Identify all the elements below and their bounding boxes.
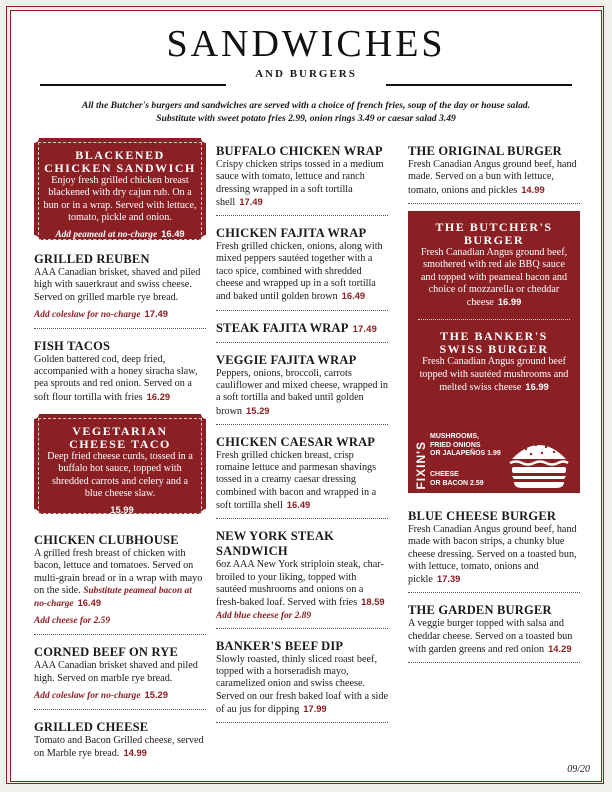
- item-name: BANKER'S BEEF DIP: [216, 638, 344, 653]
- item-name: CHICKEN CLUBHOUSE: [34, 533, 179, 547]
- fixins-line: CHEESE: [430, 471, 459, 478]
- item-name-text: STEAK FAJITA WRAP: [216, 320, 349, 335]
- item-description: [418, 247, 570, 309]
- menu-item: [34, 252, 206, 329]
- menu-item: [216, 529, 388, 628]
- item-note: Add blue cheese for 2.89: [216, 610, 312, 621]
- intro-line-2: Substitute with sweet potato fries 2.99, onion rings 3.49 or caesar salad 3.49: [156, 112, 456, 124]
- item-note: Substitute peameal bacon at no-charge: [34, 585, 192, 610]
- dotted-divider: [216, 310, 388, 311]
- fixins-line: OR BACON 2.59: [430, 479, 484, 487]
- item-name: CHICKEN CAESAR WRAP: [216, 434, 376, 449]
- intro-text: [30, 100, 582, 125]
- fixins-line: OR JALAPEÑOS 1.99: [430, 450, 501, 457]
- rule-right: [386, 84, 572, 86]
- item-description: [34, 735, 206, 761]
- item-price: 16.49: [161, 228, 185, 240]
- bankers-swiss-burger: [408, 320, 580, 394]
- item-price: 15.99: [110, 504, 134, 516]
- desc-text: Fresh Canadian Angus ground beef, hand made with bacon strips, a chunky blue cheese dressing. Served on a toasted bun, with lettuce, tomato, onions and pickle: [408, 524, 577, 586]
- menu-item: [408, 603, 580, 663]
- signature-burgers-box: [408, 211, 580, 493]
- desc-text: A grilled fresh breast of chicken with bacon, lettuce and tomatoes. Served on multi-grain bread or in a wrap with mayo on the side.: [34, 548, 203, 596]
- item-description: Enjoy fresh grilled chicken breast blackened with dry cajun rub. On a bun or in a wrap. Served with lettuce, tomato, pickle and onion.: [43, 175, 197, 223]
- item-name: BUFFALO CHICKEN WRAP: [216, 144, 383, 158]
- item-description: [216, 241, 388, 303]
- menu-item: [34, 645, 206, 710]
- fixins-options-1: [430, 433, 512, 459]
- dotted-divider: [408, 592, 580, 593]
- desc-text: A veggie burger topped with salsa and cheddar cheese. Served on a toasted bun with garden greens and red onion: [408, 618, 573, 656]
- item-description: [34, 354, 206, 404]
- desc-text: Fresh grilled chicken, onions, along with mixed peppers sautéed together with a taco spice, combined with shredded cheese and wrapped up in a soft tortilla and baked until golden brown: [216, 241, 383, 303]
- column-2: [216, 144, 388, 733]
- item-price: 16.49: [286, 499, 311, 511]
- dotted-divider: [34, 328, 206, 329]
- item-name: VEGGIE FAJITA WRAP: [216, 352, 357, 367]
- menu-item: [216, 639, 388, 723]
- menu-item: [34, 720, 206, 761]
- desc-text: Fresh Canadian Angus ground beef, hand made. Served on a bun with lettuce, tomato, onions and pickles: [408, 159, 577, 196]
- menu-item: [216, 435, 388, 519]
- intro-line-1: All the Butcher's burgers and sandwiches are served with a choice of french fries, soup of the day or house salad.: [81, 100, 531, 111]
- burger-icon: [506, 435, 572, 491]
- dotted-divider: [34, 709, 206, 710]
- menu-item: [34, 339, 206, 404]
- blackened-chicken-box: [34, 138, 206, 240]
- item-name: GRILLED REUBEN: [34, 252, 150, 266]
- item-price: 14.99: [521, 183, 545, 195]
- page-subtitle: AND BURGERS: [255, 68, 357, 80]
- desc-text: Crispy chicken strips tossed in a medium sauce with tomato, lettuce and ranch dressing wrapped in a soft tortilla shell: [216, 159, 384, 208]
- page-number: 09/20: [567, 764, 590, 775]
- item-price: 14.29: [548, 643, 572, 655]
- item-description: [418, 356, 570, 394]
- item-price: 17.49: [239, 195, 263, 207]
- box-notch: [29, 509, 39, 519]
- desc-text: Fresh Canadian Angus ground beef, smothered with red ale BBQ sauce and topped with peameal bacon and choice of mozzarella or cheddar cheese: [420, 247, 568, 309]
- item-name: CHICKEN FAJITA WRAP: [216, 226, 367, 241]
- fixins-options-2: [430, 471, 512, 488]
- dotted-divider: [216, 342, 388, 343]
- item-description: Deep fried cheese curds, tossed in a buffalo hot sauce, topped with shredded carrots and celery and a blue cheese slaw.: [47, 451, 193, 499]
- item-description: [216, 159, 388, 209]
- menu-item: [34, 533, 206, 635]
- desc-text: Fresh Canadian Angus ground beef topped with sautéed mushrooms and melted swiss cheese: [419, 356, 569, 394]
- item-name: VEGETARIAN: [72, 424, 168, 438]
- item-name: NEW YORK STEAK: [216, 529, 335, 544]
- item-price: 15.29: [144, 689, 168, 701]
- menu-item: [408, 144, 580, 204]
- dotted-divider: [34, 634, 206, 635]
- item-name: CHEESE TACO: [69, 437, 171, 451]
- item-name: THE ORIGINAL BURGER: [408, 144, 562, 158]
- desc-text: Peppers, onions, broccoli, carrots cauliflower and mixed cheese, wrapped in a soft tortilla and baked until golden brown: [216, 367, 388, 417]
- menu-item: [216, 321, 388, 343]
- menu-item: [216, 353, 388, 425]
- item-price: 16.49: [341, 290, 366, 302]
- item-description: [408, 159, 580, 197]
- item-name: THE BUTCHER'S: [435, 220, 553, 234]
- item-description: AAA Canadian brisket, shaved and piled high with sauerkraut and swiss cheese. Served on grilled marble rye bread.: [34, 267, 201, 303]
- vegetarian-taco-box: [34, 414, 206, 514]
- box-notch: [29, 235, 39, 245]
- desc-text: Slowly roasted, thinly sliced roast beef, topped with a horseradish mayo, caramelized onion and swiss cheese. Served on our fresh baked loaf with a side of au jus for dipping: [216, 653, 389, 716]
- item-price: 17.39: [436, 573, 461, 585]
- fixins-line: FRIED ONIONS: [430, 441, 481, 449]
- item-description: [408, 524, 580, 586]
- item-price: 17.99: [303, 703, 327, 715]
- butchers-burger: [408, 211, 580, 309]
- item-price: 16.99: [497, 296, 522, 308]
- item-description: [216, 654, 388, 716]
- menu-item: [216, 144, 388, 216]
- fixins-title: FIXIN'S: [414, 441, 428, 490]
- item-name: GRILLED CHEESE: [34, 720, 149, 735]
- box-notch: [201, 133, 211, 143]
- box-notch: [201, 409, 211, 419]
- item-price: 18.59: [361, 596, 385, 608]
- desc-text: Fresh grilled chicken breast, crisp romaine lettuce and parmesan shavings tossed in a creamy caesar dressing combined with bacon and wrapped in a soft tortilla shell: [216, 449, 377, 512]
- item-price: 16.99: [525, 381, 549, 393]
- dotted-divider: [216, 424, 388, 425]
- menu-item: [408, 509, 580, 593]
- desc-text: Golden battered cod, deep fried, accompanied with a honey siracha slaw, pea sprouts and red onion. Served on a soft flour tortilla with fries: [34, 353, 198, 403]
- item-name: BURGER: [463, 233, 525, 247]
- item-description: [408, 618, 580, 656]
- item-name: SWISS BURGER: [439, 342, 549, 357]
- dotted-divider: [408, 662, 580, 663]
- item-name: SANDWICH: [216, 544, 288, 559]
- item-name: CORNED BEEF ON RYE: [34, 645, 179, 660]
- dotted-divider: [408, 203, 580, 204]
- box-notch: [201, 235, 211, 245]
- item-note: Add peameal at no-charge: [55, 230, 158, 241]
- column-1: [34, 252, 206, 414]
- item-price: 17.49: [144, 307, 168, 319]
- dotted-divider: [216, 722, 388, 723]
- item-note: Add coleslaw for no-charge: [34, 309, 141, 320]
- box-notch: [201, 509, 211, 519]
- column-1-lower: [34, 533, 206, 771]
- item-price: 15.29: [246, 404, 270, 416]
- item-description: AAA Canadian brisket shaved and piled high. Served on marble rye bread.: [34, 660, 198, 684]
- item-note: Add coleslaw for no-charge: [34, 691, 141, 702]
- column-3: [408, 144, 580, 214]
- item-description: [216, 559, 388, 621]
- item-price: 14.99: [123, 747, 147, 759]
- rule-left: [40, 84, 226, 86]
- dotted-divider: [216, 518, 388, 519]
- item-name: BLUE CHEESE BURGER: [408, 509, 557, 523]
- item-description: [34, 548, 206, 610]
- dotted-divider: [216, 215, 388, 216]
- item-name: [216, 321, 388, 336]
- item-name: THE BANKER'S: [440, 329, 548, 344]
- item-description: [216, 450, 388, 512]
- page-title: SANDWICHES: [166, 23, 446, 65]
- desc-text: Tomato and Bacon Grilled cheese, served on Marble rye bread.: [34, 735, 204, 760]
- item-name: FISH TACOS: [34, 338, 111, 353]
- item-price: 16.49: [77, 597, 102, 609]
- item-name: THE GARDEN BURGER: [408, 603, 552, 618]
- fixins-panel: [408, 429, 580, 493]
- item-note: Add cheese for 2.59: [34, 616, 111, 627]
- item-description: [216, 368, 388, 418]
- item-price: 17.49: [352, 322, 378, 334]
- desc-text: 6oz AAA New York striploin steak, char-broiled to your liking, topped with sautéed mushrooms and onions on a fresh-baked loaf. Served with fries: [216, 559, 384, 609]
- column-3-lower: [408, 509, 580, 673]
- item-name: BLACKENED: [75, 148, 165, 162]
- box-notch: [29, 409, 39, 419]
- item-price: 16.29: [146, 390, 171, 402]
- fixins-line: MUSHROOMS,: [430, 433, 479, 440]
- menu-item: [216, 226, 388, 310]
- dotted-divider: [216, 628, 388, 629]
- item-name: CHICKEN SANDWICH: [44, 161, 196, 175]
- box-notch: [29, 133, 39, 143]
